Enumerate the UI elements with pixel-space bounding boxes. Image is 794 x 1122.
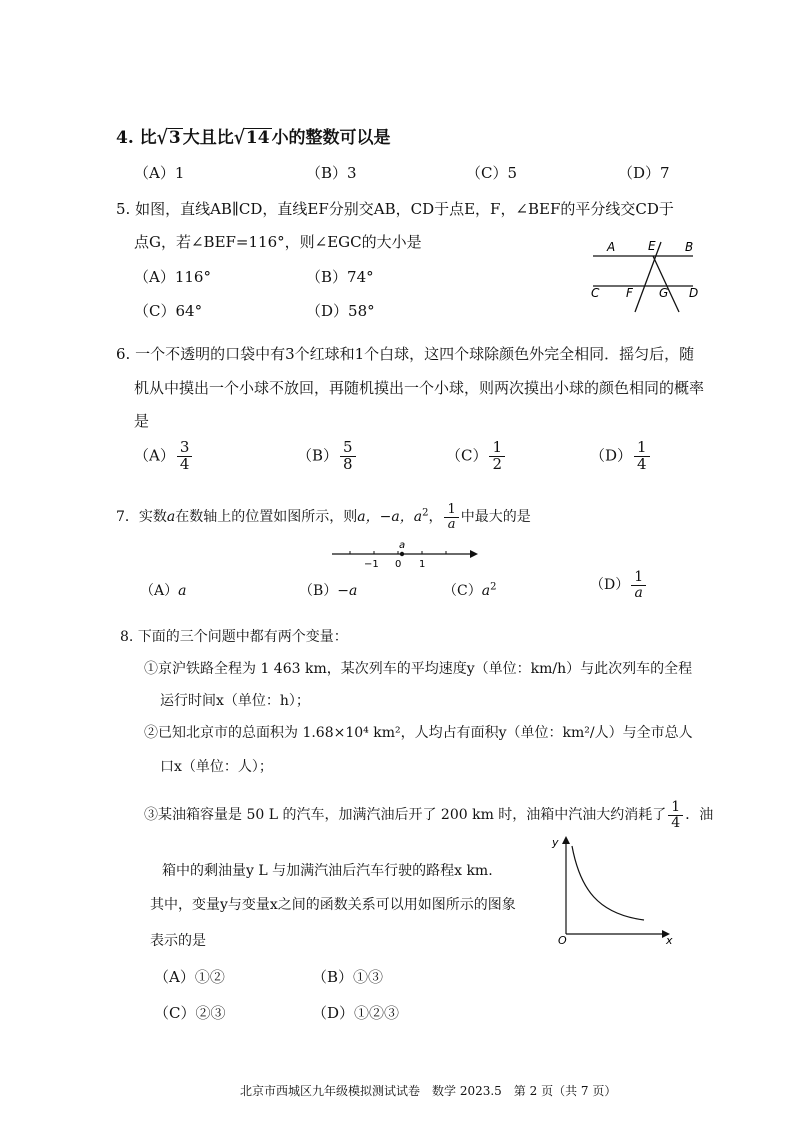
label-zero: 0 [395,559,402,570]
label-one: 1 [419,559,426,570]
q4-option-a[interactable]: （A）1 [134,164,185,182]
q4-option-d[interactable]: （D）7 [618,164,670,182]
q5-option-d[interactable]: （D）58° [306,302,375,320]
curve [572,846,644,920]
q4-option-b[interactable]: （B）3 [306,164,357,182]
q7-stem: 7．实数a在数轴上的位置如图所示，则a，−a，$a^2$， $\frac{1}{a}$ 中最大的是 [116,502,531,532]
q5-stem-line1: 5. 如图，直线AB∥CD，直线EF分别交AB，CD于点E，F，∠BEF的平分线交CD于 [116,200,674,218]
sqrt-symbol: √ [233,126,245,150]
q7-number-line [330,538,480,572]
x-label: x [666,934,673,947]
axis-arrow-icon [470,550,478,558]
label-minus-one: −1 [364,559,379,570]
q8-item2-line2: 口x（单位：人）； [160,759,273,775]
q6-stem-line3: 是 [134,412,150,430]
y-label: y [552,836,559,849]
q8-option-b[interactable]: （B）①③ [312,968,384,986]
q8-item3-line1: ③某油箱容量是 50 L 的汽车，加满汽油后开了 200 km 时，油箱中汽油大约消耗了 $\frac{1}{4}$ ．油 [144,799,714,831]
y-arrow-icon [562,836,570,844]
label-a: A [607,240,616,254]
line-eg [653,256,679,312]
q4-stem: 4. 比√3 大且比√14 小的整数可以是 [116,126,391,150]
q4-number: 4. [116,128,134,148]
q4-option-c[interactable]: （C）5 [466,164,518,182]
q7-option-d[interactable]: （D） $\frac{1}{a}$ [590,570,648,600]
point-a [400,552,404,556]
q8-option-d[interactable]: （D）①②③ [312,1004,400,1022]
q8-question-line1: 其中，变量y与变量x之间的函数关系可以用如图所示的图象 [150,897,516,913]
q6-option-a[interactable]: （A） $\frac{3}{4}$ [134,440,194,473]
q5-option-c[interactable]: （C）64° [134,302,203,320]
label-b: B [685,240,694,254]
q7-option-c[interactable]: $(C)a^2$ [443,581,497,599]
page-footer: 北京市西城区九年级模拟测试试卷 数学 2023.5 第 2 页（共 7 页） [240,1084,617,1098]
q6-option-c[interactable]: （C） $\frac{1}{2}$ [446,440,507,473]
q5-option-b[interactable]: （B）74° [306,268,374,286]
q6-option-b[interactable]: （B） $\frac{5}{8}$ [297,440,358,473]
sqrt-symbol: √ [156,126,168,150]
q8-option-c[interactable]: （C）②③ [154,1004,226,1022]
q5-parallel-lines-figure [585,236,699,316]
q6-stem-line1: 6. 一个不透明的口袋中有3个红球和1个白球，这四个球除颜色外完全相同．摇匀后，随 [116,345,695,363]
q8-intro: 8. 下面的三个问题中都有两个变量： [120,629,348,645]
label-f: F [626,286,633,300]
q6-stem-line2: 机从中摸出一个小球不放回，再随机摸出一个小球，则两次摸出小球的颜色相同的概率 [134,379,705,397]
q8-inverse-graph [548,834,678,946]
label-d: D [689,286,699,300]
q8-item1-line1: ①京沪铁路全程为 1 463 km，某次列车的平均速度y（单位：km/h）与此次列车的全程 [144,661,693,677]
q8-question-line2: 表示的是 [150,933,206,949]
q8-item1-line2: 运行时间x（单位：h）； [160,693,310,709]
q7-option-b[interactable]: （B）−a [299,583,358,599]
q5-stem-line2: 点G，若∠BEF=116°，则∠EGC的大小是 [134,233,422,251]
origin-label: O [558,934,567,947]
q6-option-d[interactable]: （D） $\frac{1}{4}$ [590,440,652,473]
q8-item3-line2: 箱中的剩油量y L 与加满汽油后汽车行驶的路程x km. [162,863,493,879]
q7-option-a[interactable]: （A）a [140,583,187,599]
label-a: a [399,540,406,551]
q8-option-a[interactable]: （A）①② [154,968,225,986]
label-c: C [591,286,600,300]
label-g: G [659,286,669,300]
label-e: E [648,239,656,253]
q8-item2-line1: ②已知北京市的总面积为 1.68×10⁴ km²，人均占有面积y（单位：km²/人）与全市总人 [144,725,693,741]
q5-option-a[interactable]: （A）116° [134,268,211,286]
